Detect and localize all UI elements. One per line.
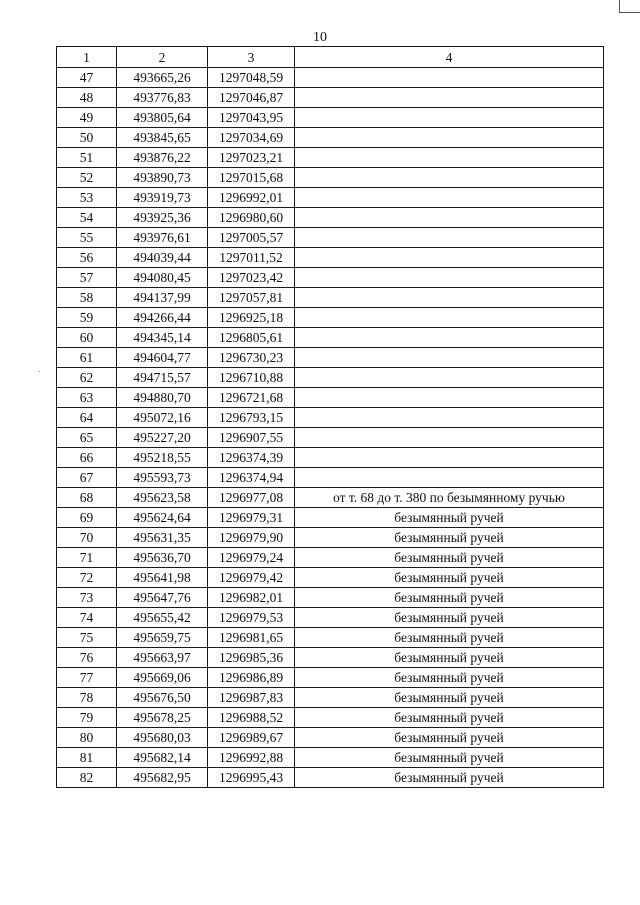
table-row (57, 528, 604, 548)
cell-x-coordinate: 495682,95 (117, 768, 208, 788)
table-row (57, 348, 604, 368)
cell-point-number: 79 (57, 708, 117, 728)
cell-x-coordinate: 495624,64 (117, 508, 208, 528)
cell-y-coordinate: 1296730,23 (208, 348, 295, 368)
column-header-description: 4 (295, 47, 604, 68)
table-row (57, 748, 604, 768)
cell-y-coordinate: 1296981,65 (208, 628, 295, 648)
cell-point-number: 67 (57, 468, 117, 488)
cell-point-number: 50 (57, 128, 117, 148)
cell-x-coordinate: 495631,35 (117, 528, 208, 548)
cell-point-number: 62 (57, 368, 117, 388)
cell-description (295, 428, 604, 448)
table-row (57, 228, 604, 248)
cell-point-number: 56 (57, 248, 117, 268)
table-row (57, 68, 604, 88)
cell-y-coordinate: 1296988,52 (208, 708, 295, 728)
cell-x-coordinate: 493876,22 (117, 148, 208, 168)
cell-description (295, 108, 604, 128)
cell-x-coordinate: 495218,55 (117, 448, 208, 468)
cell-y-coordinate: 1297057,81 (208, 288, 295, 308)
table-row (57, 608, 604, 628)
cell-y-coordinate: 1296986,89 (208, 668, 295, 688)
cell-point-number: 63 (57, 388, 117, 408)
table-row (57, 368, 604, 388)
scan-corner-mark (619, 0, 640, 13)
cell-point-number: 47 (57, 68, 117, 88)
cell-y-coordinate: 1297046,87 (208, 88, 295, 108)
cell-description (295, 68, 604, 88)
table-row (57, 128, 604, 148)
table-row (57, 328, 604, 348)
cell-description (295, 328, 604, 348)
cell-description: безымянный ручей (295, 668, 604, 688)
cell-x-coordinate: 495678,25 (117, 708, 208, 728)
table-row (57, 88, 604, 108)
coordinates-table (56, 46, 604, 788)
cell-x-coordinate: 495636,70 (117, 548, 208, 568)
cell-y-coordinate: 1297023,42 (208, 268, 295, 288)
cell-x-coordinate: 493925,36 (117, 208, 208, 228)
table-row (57, 448, 604, 468)
cell-y-coordinate: 1296374,94 (208, 468, 295, 488)
table-row (57, 568, 604, 588)
cell-description (295, 128, 604, 148)
table-row (57, 168, 604, 188)
cell-y-coordinate: 1296985,36 (208, 648, 295, 668)
cell-x-coordinate: 495647,76 (117, 588, 208, 608)
cell-description (295, 208, 604, 228)
table-row (57, 728, 604, 748)
table-row (57, 768, 604, 788)
cell-y-coordinate: 1296995,43 (208, 768, 295, 788)
cell-point-number: 68 (57, 488, 117, 508)
cell-point-number: 51 (57, 148, 117, 168)
cell-description (295, 88, 604, 108)
table-row (57, 488, 604, 508)
cell-x-coordinate: 495669,06 (117, 668, 208, 688)
cell-x-coordinate: 493845,65 (117, 128, 208, 148)
cell-point-number: 52 (57, 168, 117, 188)
cell-description (295, 348, 604, 368)
cell-description: безымянный ручей (295, 608, 604, 628)
table-row (57, 268, 604, 288)
cell-description: безымянный ручей (295, 728, 604, 748)
cell-description: безымянный ручей (295, 508, 604, 528)
table-row (57, 688, 604, 708)
cell-x-coordinate: 493890,73 (117, 168, 208, 188)
cell-x-coordinate: 494039,44 (117, 248, 208, 268)
page-number: 10 (313, 30, 327, 45)
cell-description: безымянный ручей (295, 648, 604, 668)
cell-point-number: 65 (57, 428, 117, 448)
cell-description (295, 148, 604, 168)
cell-description (295, 448, 604, 468)
cell-point-number: 58 (57, 288, 117, 308)
table-row (57, 548, 604, 568)
cell-x-coordinate: 494604,77 (117, 348, 208, 368)
cell-x-coordinate: 493776,83 (117, 88, 208, 108)
cell-point-number: 54 (57, 208, 117, 228)
cell-description: от т. 68 до т. 380 по безымянному ручью (295, 488, 604, 508)
cell-y-coordinate: 1297048,59 (208, 68, 295, 88)
cell-point-number: 69 (57, 508, 117, 528)
cell-x-coordinate: 493976,61 (117, 228, 208, 248)
cell-description: безымянный ручей (295, 528, 604, 548)
cell-description: безымянный ручей (295, 568, 604, 588)
table-row (57, 148, 604, 168)
cell-description: безымянный ручей (295, 688, 604, 708)
cell-x-coordinate: 495227,20 (117, 428, 208, 448)
cell-y-coordinate: 1297011,52 (208, 248, 295, 268)
cell-y-coordinate: 1296979,90 (208, 528, 295, 548)
cell-y-coordinate: 1297015,68 (208, 168, 295, 188)
cell-x-coordinate: 493665,26 (117, 68, 208, 88)
cell-point-number: 71 (57, 548, 117, 568)
cell-description (295, 248, 604, 268)
scan-speck (39, 371, 40, 372)
table-header-row (57, 47, 604, 68)
cell-x-coordinate: 495676,50 (117, 688, 208, 708)
cell-point-number: 48 (57, 88, 117, 108)
cell-x-coordinate: 495655,42 (117, 608, 208, 628)
table-row (57, 588, 604, 608)
cell-y-coordinate: 1297005,57 (208, 228, 295, 248)
cell-description: безымянный ручей (295, 708, 604, 728)
cell-description (295, 228, 604, 248)
cell-point-number: 76 (57, 648, 117, 668)
cell-y-coordinate: 1296979,42 (208, 568, 295, 588)
cell-y-coordinate: 1296989,67 (208, 728, 295, 748)
cell-y-coordinate: 1297034,69 (208, 128, 295, 148)
cell-y-coordinate: 1296710,88 (208, 368, 295, 388)
cell-point-number: 80 (57, 728, 117, 748)
cell-x-coordinate: 494715,57 (117, 368, 208, 388)
cell-y-coordinate: 1297043,95 (208, 108, 295, 128)
cell-y-coordinate: 1296982,01 (208, 588, 295, 608)
cell-description: безымянный ручей (295, 548, 604, 568)
cell-description (295, 308, 604, 328)
cell-y-coordinate: 1297023,21 (208, 148, 295, 168)
column-header-y: 3 (208, 47, 295, 68)
column-header-x: 2 (117, 47, 208, 68)
table-row (57, 108, 604, 128)
cell-point-number: 77 (57, 668, 117, 688)
cell-point-number: 53 (57, 188, 117, 208)
cell-x-coordinate: 495593,73 (117, 468, 208, 488)
cell-y-coordinate: 1296793,15 (208, 408, 295, 428)
cell-y-coordinate: 1296721,68 (208, 388, 295, 408)
cell-point-number: 66 (57, 448, 117, 468)
cell-y-coordinate: 1296987,83 (208, 688, 295, 708)
cell-description (295, 168, 604, 188)
cell-x-coordinate: 495663,97 (117, 648, 208, 668)
cell-description (295, 468, 604, 488)
cell-y-coordinate: 1296979,31 (208, 508, 295, 528)
cell-x-coordinate: 494345,14 (117, 328, 208, 348)
table-row (57, 288, 604, 308)
cell-y-coordinate: 1296979,24 (208, 548, 295, 568)
table-body (57, 68, 604, 788)
cell-x-coordinate: 495682,14 (117, 748, 208, 768)
cell-point-number: 61 (57, 348, 117, 368)
cell-description (295, 368, 604, 388)
cell-x-coordinate: 493919,73 (117, 188, 208, 208)
cell-point-number: 78 (57, 688, 117, 708)
cell-x-coordinate: 495641,98 (117, 568, 208, 588)
table-row (57, 208, 604, 228)
cell-point-number: 81 (57, 748, 117, 768)
cell-point-number: 64 (57, 408, 117, 428)
cell-description (295, 268, 604, 288)
table-row (57, 628, 604, 648)
cell-x-coordinate: 493805,64 (117, 108, 208, 128)
table-row (57, 648, 604, 668)
cell-description: безымянный ручей (295, 748, 604, 768)
cell-y-coordinate: 1296374,39 (208, 448, 295, 468)
cell-y-coordinate: 1296977,08 (208, 488, 295, 508)
cell-y-coordinate: 1296925,18 (208, 308, 295, 328)
cell-x-coordinate: 495659,75 (117, 628, 208, 648)
cell-description (295, 188, 604, 208)
cell-y-coordinate: 1296980,60 (208, 208, 295, 228)
table-row (57, 248, 604, 268)
table-row (57, 388, 604, 408)
table-row (57, 408, 604, 428)
table-row (57, 508, 604, 528)
cell-point-number: 60 (57, 328, 117, 348)
table-row (57, 428, 604, 448)
cell-point-number: 70 (57, 528, 117, 548)
column-header-point-number: 1 (57, 47, 117, 68)
cell-point-number: 73 (57, 588, 117, 608)
table-row (57, 708, 604, 728)
cell-y-coordinate: 1296992,01 (208, 188, 295, 208)
cell-point-number: 57 (57, 268, 117, 288)
table-row (57, 468, 604, 488)
cell-x-coordinate: 495623,58 (117, 488, 208, 508)
cell-description: безымянный ручей (295, 628, 604, 648)
cell-y-coordinate: 1296907,55 (208, 428, 295, 448)
cell-x-coordinate: 495680,03 (117, 728, 208, 748)
cell-y-coordinate: 1296992,88 (208, 748, 295, 768)
cell-description: безымянный ручей (295, 768, 604, 788)
cell-description: безымянный ручей (295, 588, 604, 608)
cell-point-number: 59 (57, 308, 117, 328)
cell-x-coordinate: 494266,44 (117, 308, 208, 328)
cell-point-number: 72 (57, 568, 117, 588)
table-row (57, 668, 604, 688)
cell-x-coordinate: 495072,16 (117, 408, 208, 428)
cell-point-number: 49 (57, 108, 117, 128)
cell-description (295, 388, 604, 408)
table-row (57, 308, 604, 328)
cell-x-coordinate: 494080,45 (117, 268, 208, 288)
cell-description (295, 288, 604, 308)
cell-point-number: 55 (57, 228, 117, 248)
table-row (57, 188, 604, 208)
cell-point-number: 82 (57, 768, 117, 788)
cell-y-coordinate: 1296979,53 (208, 608, 295, 628)
cell-x-coordinate: 494880,70 (117, 388, 208, 408)
cell-y-coordinate: 1296805,61 (208, 328, 295, 348)
cell-description (295, 408, 604, 428)
cell-point-number: 75 (57, 628, 117, 648)
cell-point-number: 74 (57, 608, 117, 628)
cell-x-coordinate: 494137,99 (117, 288, 208, 308)
